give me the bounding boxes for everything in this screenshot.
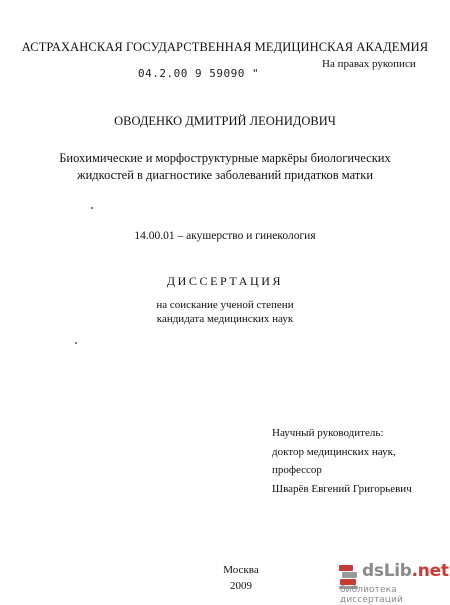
scan-speck <box>91 207 93 209</box>
library-stamp: 04.2.00 9 59090 " <box>138 67 260 80</box>
brand-tld: .net <box>411 561 449 581</box>
supervisor-degree: доктор медицинских наук, <box>272 445 396 458</box>
title-line-1: Биохимические и морфоструктурные маркёры биологических <box>59 151 391 165</box>
dissertation-heading: ДИССЕРТАЦИЯ <box>166 274 284 288</box>
supervisor-name: Шварёв Евгений Григорьевич <box>272 482 412 495</box>
year: 2009 <box>230 580 252 592</box>
title-line-2: жидкостей в диагностике заболеваний придатков матки <box>76 168 374 182</box>
supervisor-label: Научный руководитель: <box>272 427 384 439</box>
watermark-tagline: библиотека диссертаций <box>340 585 403 605</box>
watermark-logo[interactable] <box>338 561 450 603</box>
supervisor-block <box>272 424 412 498</box>
scan-speck <box>75 342 77 344</box>
supervisor-rank: профессор <box>272 464 322 476</box>
degree-line-1: на соискание ученой степени <box>156 299 294 311</box>
dissertation-title <box>0 150 450 184</box>
degree-info <box>0 298 450 326</box>
city: Москва <box>223 564 259 576</box>
degree-line-2: кандидата медицинских наук <box>156 313 294 325</box>
rights-note: На правах рукописи <box>322 58 416 70</box>
watermark-brand <box>362 561 449 581</box>
author-name: ОВОДЕНКО ДМИТРИЙ ЛЕОНИДОВИЧ <box>114 114 336 128</box>
institution-name: АСТРАХАНСКАЯ ГОСУДАРСТВЕННАЯ МЕДИЦИНСКАЯ АКАДЕМИЯ <box>21 40 429 54</box>
brand-name: dsLib <box>362 561 412 581</box>
specialty-code: 14.00.01 – акушерство и гинекология <box>134 230 316 242</box>
